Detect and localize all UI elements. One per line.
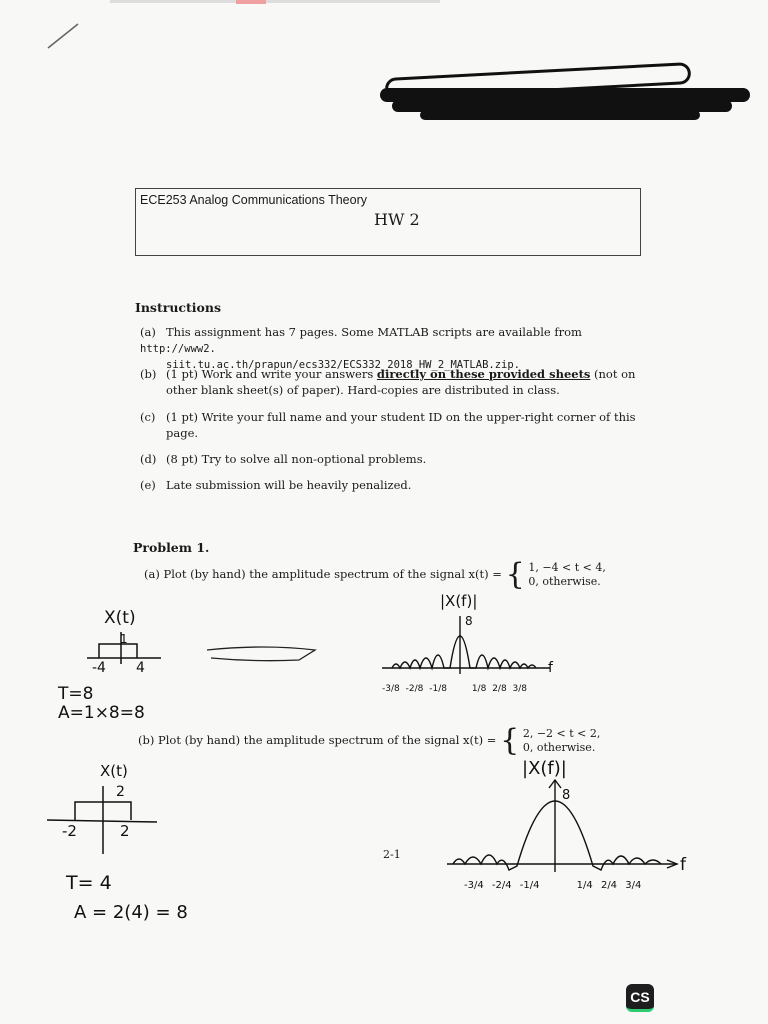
instruction-b: (b) (1 pt) Work and write your answers directly on these provided sheets (not on other blank sheet(s) of paper). Hard-copies are distributed in class.: [140, 367, 636, 397]
hw-pulse-height: 1: [120, 632, 128, 646]
hw-tick: -3/4: [464, 880, 484, 891]
hw-amplitude: A=1×8=8: [58, 703, 145, 723]
case-line: 0, otherwise.: [522, 741, 596, 754]
hw-tick: -1/8: [429, 684, 447, 694]
hw-arrow: [205, 640, 321, 664]
pen-mark: [44, 20, 84, 52]
instruction-c: (c) (1 pt) Write your full name and your student ID on the upper-right corner of this page.: [140, 410, 636, 440]
hw-tick: 3/4: [625, 880, 642, 891]
instruction-label: (e): [140, 478, 156, 492]
hw-spectrum-label: |X(f)|: [522, 758, 567, 779]
page-number: 2-1: [383, 848, 401, 861]
hw-pulse-left: -2: [62, 822, 77, 840]
hw-spectrum-a: [380, 612, 560, 682]
instruction-label: (b): [140, 367, 157, 381]
problem-a: (a) Plot (by hand) the amplitude spectrum of the signal x(t) = { 1, −4 < t < 4, 0, otherwise.: [144, 557, 606, 592]
hw-pulse-right: 4: [136, 660, 145, 676]
instruction-e: (e) Late submission will be heavily penalized.: [140, 478, 412, 492]
scanner-logo: CS: [626, 984, 654, 1012]
header-box: [135, 188, 641, 256]
hw-pulse-left: -4: [92, 660, 106, 676]
hw-freq-axis-label: f: [680, 855, 686, 875]
hw-tick: -3/8: [382, 684, 400, 694]
scan-edge-mark: [236, 0, 266, 4]
scan-edge-mark: [110, 0, 440, 3]
redacted-id: [420, 110, 700, 120]
instructions-heading: Instructions: [135, 300, 222, 315]
hw-tick: 1/8: [471, 684, 487, 694]
instruction-label: (a): [140, 325, 156, 339]
hw-spectrum-b: [445, 776, 685, 876]
hw-amplitude: A = 2(4) = 8: [74, 902, 188, 923]
hw-tick: -1/4: [519, 880, 540, 891]
problem-heading: Problem 1.: [133, 540, 210, 555]
problem-b: (b) Plot (by hand) the amplitude spectrum of the signal x(t) = { 2, −2 < t < 2, 0, otherwise.: [138, 723, 601, 758]
hw-pulse-b: [45, 784, 160, 856]
hw-tick-group: [382, 684, 527, 694]
course-title: ECE253 Analog Communications Theory: [140, 193, 367, 207]
hw-spectrum-label: |X(f)|: [440, 592, 478, 610]
hw-tick: 2/8: [492, 684, 507, 694]
matlab-link[interactable]: http://www2.: [140, 343, 216, 355]
hw-tick: -2/4: [491, 880, 512, 891]
case-line: 2, −2 < t < 2,: [522, 727, 601, 740]
instruction-label: (d): [140, 452, 157, 466]
highlight-text: directly on these provided sheets: [376, 367, 591, 381]
matlab-link[interactable]: siit.tu.ac.th/prapun/ecs332/ECS332_2018_HW_2_MATLAB.zip.: [166, 359, 521, 371]
instruction-a: (a) This assignment has 7 pages. Some MATLAB scripts are available from http://www2. siit.tu.ac.th/prapun/ecs332/ECS332_2018_HW_2_MATLAB.zip.: [140, 324, 650, 373]
hw-period: T=8: [58, 684, 94, 704]
hw-pulse-height: 2: [116, 784, 125, 800]
instruction-label: (c): [140, 410, 156, 424]
hw-tick: 1/4: [576, 880, 593, 891]
hw-pulse-right: 2: [120, 822, 130, 840]
hw-tick: 3/8: [512, 684, 528, 694]
hw-tick: -2/8: [405, 684, 424, 694]
instruction-d: (d) (8 pt) Try to solve all non-optional problems.: [140, 452, 427, 466]
hw-tick-group: [464, 880, 641, 891]
case-line: 0, otherwise.: [528, 575, 601, 588]
hw-signal-label: X(t): [104, 608, 136, 628]
hw-title: HW 2: [374, 210, 420, 229]
hw-tick: 2/4: [600, 880, 618, 891]
hw-spectrum-peak: 8: [562, 788, 571, 803]
hw-signal-label: X(t): [100, 762, 128, 780]
hw-freq-axis-label: f: [548, 660, 553, 676]
hw-spectrum-peak: 8: [465, 614, 473, 628]
hw-period: T= 4: [66, 872, 112, 894]
case-line: 1, −4 < t < 4,: [528, 561, 606, 574]
